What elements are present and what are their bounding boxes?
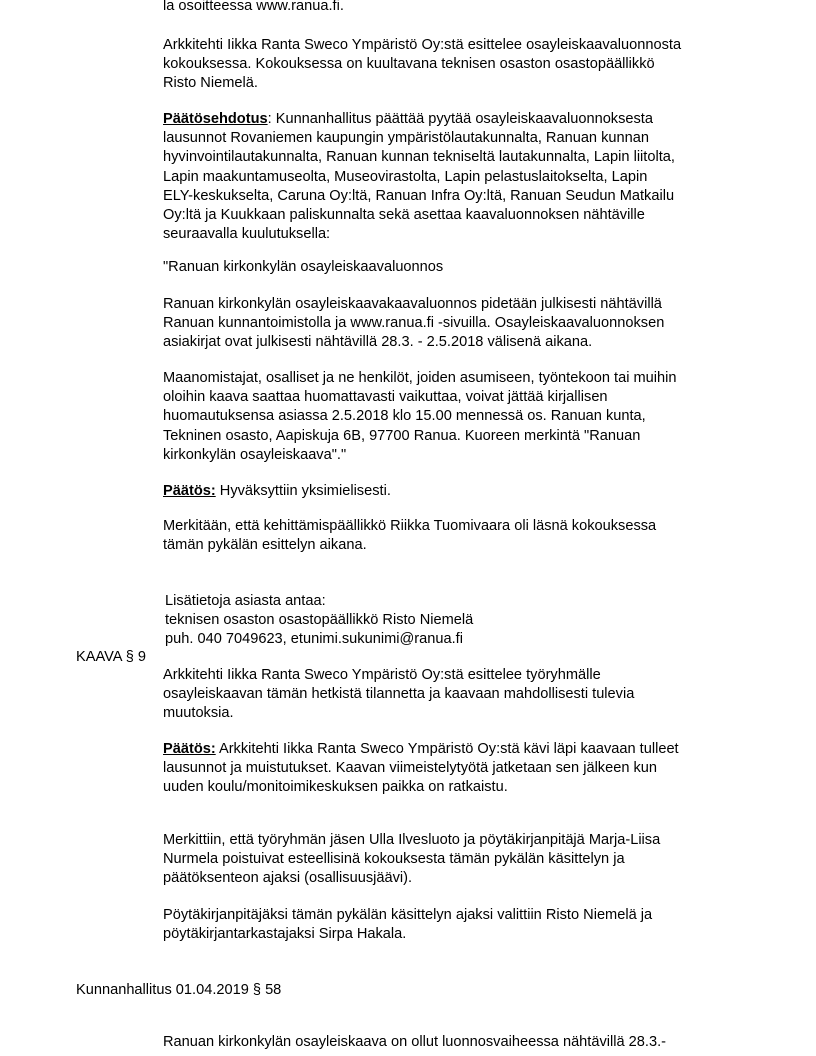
presentation-paragraph-1: Arkkitehti Iikka Ranta Sweco Ympäristö Oy:stä esittelee osayleiskaavaluonnosta kokouksessa. Kokouksessa on kuultavana teknisen osaston osastopäällikkö Risto Niemelä. [163, 37, 682, 92]
note-paragraph-1: Merkitään, että kehittämispäällikkö Riikka Tuomivaara oli läsnä kokouksessa tämän pykälän esittelyn aikana. [163, 518, 657, 554]
decision-2: Päätös: Arkkitehti Iikka Ranta Sweco Ympäristö Oy:stä kävi läpi kaavaan tulleet lausunnot ja muistutukset. Kaavan viimeistelytyötä jatketaan sen jälkeen kun uuden koulu/monitoimikeskuksen paikka on ratkaistu. [163, 741, 679, 796]
decision-1-keyword: Päätös: [163, 483, 216, 499]
decision-1: Päätös: Hyväksyttiin yksimielisesti. [163, 483, 391, 499]
decision-proposal: Päätösehdotus: Kunnanhallitus päättää pyytää osayleiskaavaluonnoksesta lausunnot Rovaniemen kaupungin ympäristölautakunnalta, Ranuan kunnan hyvinvointilautakunnalta, Ranuan kunnan tekniseltä lautakunnalta, Lapin liitolta, Lapin maakuntamuseolta, Museovirastolta, Lapin pelastuslaitokselta, Lapin ELY-keskukselta, Caruna Oy:ltä, Ranuan Infra Oy:ltä, Ranuan Seudun Matkailu Oy:ltä ja Kuukkaan paliskunnalta sekä asettaa kaavaluonnoksen nähtäville seuraavalla kuulutuksella: [163, 111, 675, 243]
notice-paragraph-1: Ranuan kirkonkylän osayleiskaavakaavaluonnos pidetään julkisesti nähtävillä Ranuan kunnantoimistolla ja www.ranua.fi -sivuilla. Osayleiskaavaluonnoksen asiakirjat ovat julkisesti nähtävillä 28.3. - 2.5.2018 välisenä aikana. [163, 296, 665, 351]
top-fragment: la osoitteessa www.ranua.fi. [163, 0, 344, 14]
note-paragraph-2: Merkittiin, että työryhmän jäsen Ulla Ilvesluoto ja pöytäkirjanpitäjä Marja-Liisa Nurmela poistuivat esteellisinä kokouksesta tämän pykälän käsittelyn ja päätöksenteon ajaksi (osallisuusjäävi). [163, 832, 661, 887]
contact-info: Lisätietoja asiasta antaa: teknisen osaston osastopäällikkö Risto Niemelä puh. 040 7049623, etunimi.sukunimi@ranua.fi [165, 593, 474, 648]
notice-title: "Ranuan kirkonkylän osayleiskaavaluonnos [163, 259, 444, 275]
notice-paragraph-2: Maanomistajat, osalliset ja ne henkilöt, joiden asumiseen, työntekoon tai muihin oloihin kaava saattaa huomattavasti vaikuttaa, voivat jättää kirjallisen huomautuksensa asiassa 2.5.2018 klo 15.00 mennessä os. Ranuan kunta, Tekninen osasto, Aapiskuja 6B, 97700 Ranua. Kuoreen merkintä "Ranuan kirkonkylän osayleiskaava"." [163, 370, 677, 463]
board-meeting-label: Kunnanhallitus 01.04.2019 § 58 [76, 982, 282, 998]
kaava-section-label: KAAVA § 9 [76, 649, 147, 665]
decision-2-keyword: Päätös: [163, 741, 216, 757]
note-paragraph-3: Pöytäkirjanpitäjäksi tämän pykälän käsittelyn ajaksi valittiin Risto Niemelä ja pöytäkirjantarkastajaksi Sirpa Hakala. [163, 907, 653, 943]
presentation-paragraph-2: Arkkitehti Iikka Ranta Sweco Ympäristö Oy:stä esittelee työryhmälle osayleiskaavan tämän hetkistä tilannetta ja kaavaan mahdollisesti tulevia muutoksia. [163, 667, 635, 722]
bottom-fragment: Ranuan kirkonkylän osayleiskaava on ollut luonnosvaiheessa nähtävillä 28.3.- [163, 1034, 666, 1050]
proposal-keyword: Päätösehdotus [163, 111, 268, 127]
